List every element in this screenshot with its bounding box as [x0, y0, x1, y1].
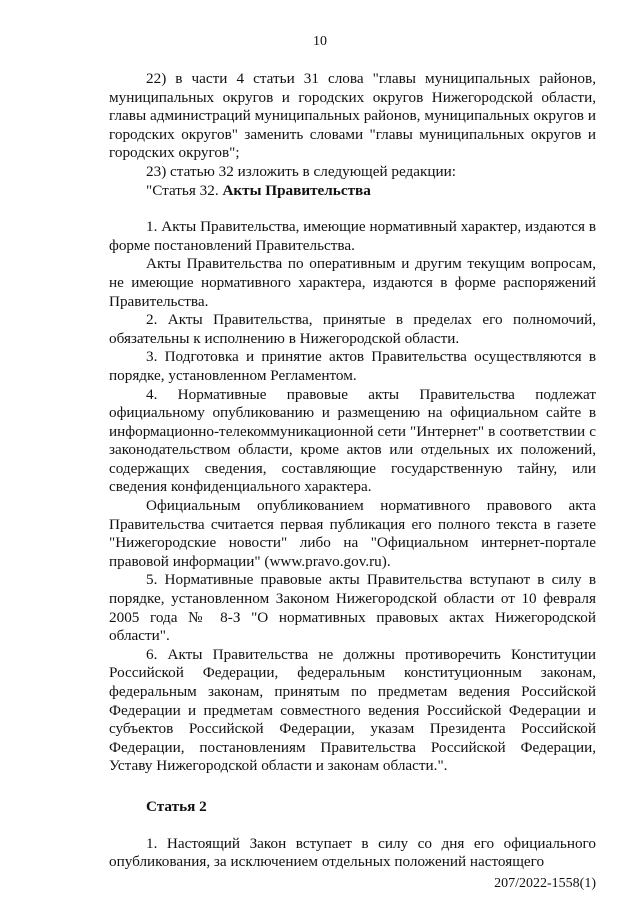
- article-32-title: Акты Правительства: [222, 181, 371, 199]
- section-1-continuation: Акты Правительства по оперативным и другим текущим вопросам, не имеющие нормативного характера, издаются в форме распоряжений Правительства.: [109, 255, 596, 310]
- page-number: 10: [313, 34, 327, 49]
- document-code: 207/2022-1558(1): [494, 876, 596, 891]
- section-1: 1. Акты Правительства, имеющие нормативный характер, издаются в форме постановлений Правительства.: [109, 218, 596, 254]
- article-2-heading: Статья 2: [146, 797, 207, 815]
- section-6: 6. Акты Правительства не должны противоречить Конституции Российской Федерации, федеральным конституционным законам, федеральным законам, принятым по предметам ведения Российской Федерации и предметам совместного ведения Российской Федерации и субъектов Российской Федерации, указам Президента Российской Федерации, постановлениям Правительства Российской Федерации, Уставу Нижегородской области и законам области.".: [109, 645, 596, 775]
- document-body: [109, 70, 596, 872]
- article-2-section-1: 1. Настоящий Закон вступает в силу со дня его официального опубликования, за исключением отдельных положений настоящего: [109, 834, 596, 871]
- section-3: 3. Подготовка и принятие актов Правительства осуществляются в порядке, установленном Регламентом.: [109, 348, 596, 384]
- section-4-continuation: Официальным опубликованием нормативного правового акта Правительства считается первая публикация его полного текста в газете "Нижегородские новости" либо на "Официальном интернет-портале правовой информации" (www.pravo.gov.ru).: [109, 497, 596, 570]
- section-2: 2. Акты Правительства, принятые в пределах его полномочий, обязательны к исполнению в Нижегородской области.: [109, 311, 596, 347]
- article-32-prefix: "Статья 32.: [146, 181, 223, 199]
- section-5: 5. Нормативные правовые акты Правительства вступают в силу в порядке, установленном Законом Нижегородской области от 10 февраля 2005 года № 8-З "О нормативных правовых актах Нижегородской области".: [109, 571, 596, 645]
- paragraph-item-22: 22) в части 4 статьи 31 слова "главы муниципальных районов, муниципальных округов и городских округов Нижегородской области, главы администраций муниципальных районов, муниципальных округов и городских округов" заменить словами "главы муниципальных округов и городских округов";: [109, 70, 596, 162]
- article-32-heading: [109, 182, 596, 201]
- paragraph-item-23: 23) статью 32 изложить в следующей редакции:: [146, 162, 456, 180]
- section-4: 4. Нормативные правовые акты Правительства подлежат официальному опубликованию и размещению на официальном сайте в информационно-телекоммуникационной сети "Интернет" в соответствии с законодательством области, кроме актов или отдельных их положений, содержащих сведения, составляющие государственную тайну, или сведения конфиденциального характера.: [109, 385, 596, 496]
